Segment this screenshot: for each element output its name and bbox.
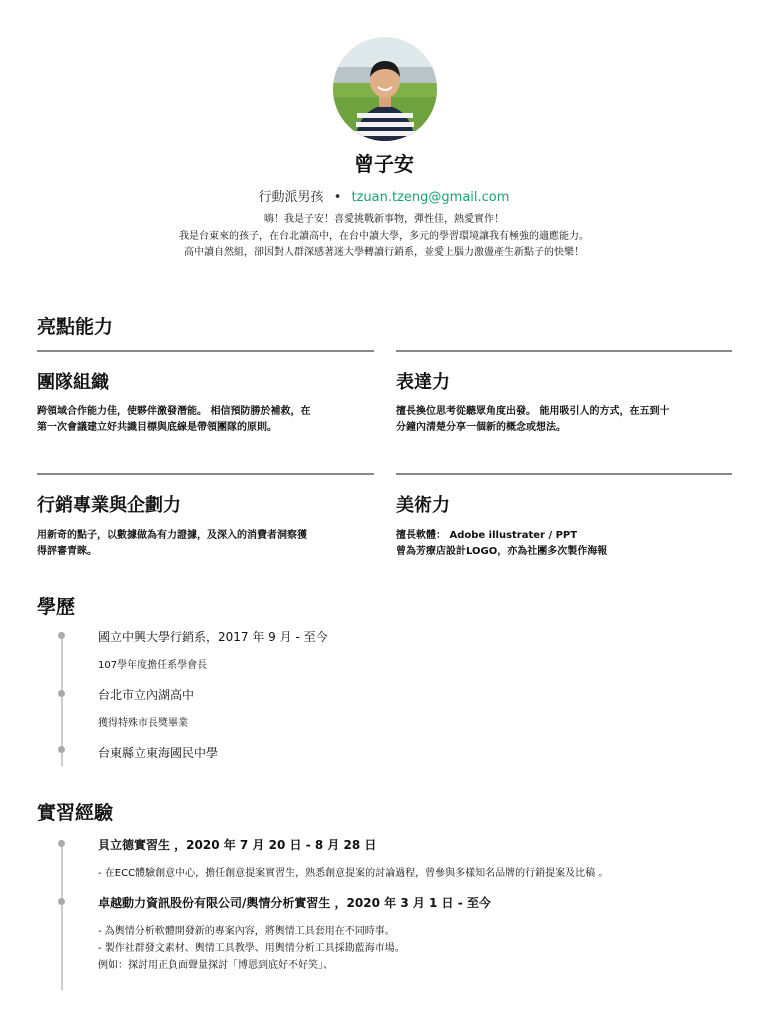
internship-detail: - 在ECC體驗創意中心，擔任創意提案實習生，熟悉創意提案的討論過程，曾參與多樣知名品牌的行銷提案及比稿 。 [98,868,609,879]
timeline-dot [58,840,65,847]
timeline-dot [58,898,65,905]
profile-role: 行動派男孩 [258,190,324,205]
internship-title: 貝立德實習生 ，2020 年 7 月 20 日 - 8 月 28 日 [98,838,377,852]
intro-line: 嗨！我是子安！喜愛挑戰新事物，彈性佳，熱愛實作！ [264,214,504,225]
skill-description [37,404,310,436]
profile-tagline [0,186,768,205]
divider [396,473,732,475]
internship-detail: - 為輿情分析軟體開發新的專案內容，將輿情工具套用在不同時事。 [98,926,395,937]
profile-photo-image [333,37,437,141]
timeline-dot [58,632,65,639]
skill-description-line: 曾為芳療店設計LOGO，亦為社團多次製作海報 [396,546,608,557]
internship-timeline [61,840,63,990]
skill-description-line: 用新奇的點子，以數據做為有力證據，及深入的消費者洞察獲 [37,530,307,541]
profile-intro [0,212,768,262]
divider [37,350,374,352]
profile-photo [333,37,437,141]
skill-title: 行銷專業與企劃力 [37,495,181,516]
skill-title: 表達力 [396,372,450,393]
skill-title: 美術力 [396,495,450,516]
divider [37,473,374,475]
skill-description-line: 擅長換位思考從聽眾角度出發。 能用吸引人的方式，在五到十 [396,406,670,417]
education-school: 國立中興大學行銷系，2017 年 9 月 - 至今 [98,630,328,644]
divider [396,350,732,352]
internship-detail: - 製作社群發文素材、輿情工具教學、用輿情分析工具採勘藍海市場。 [98,943,405,954]
timeline-dot [58,690,65,697]
education-note: 107學年度擔任系學會長 [98,660,208,671]
skill-description-line: 分鐘內清楚分享一個新的概念或想法。 [396,422,566,433]
internship-heading: 實習經驗 [37,802,114,824]
skill-description-line: 得評審青睞。 [37,546,97,557]
email-link[interactable]: tzuan.tzeng@gmail.com [351,190,510,205]
skill-description-line: 第一次會議建立好共識目標與底線是帶領團隊的原則。 [37,422,277,433]
internship-detail: 例如：探討用正負面聲量探討「博恩到底好不好笑」、 [98,960,333,971]
profile-name: 曾子安 [354,152,414,176]
education-heading: 學歷 [37,596,76,618]
skill-title: 團隊組織 [37,372,109,393]
separator-dot: • [333,190,342,205]
intro-line: 我是台東來的孩子，在台北讀高中，在台中讀大學，多元的學習環境讓我有極強的適應能力。 [179,230,589,242]
intro-line: 高中讀自然組，卻因對人群深感著迷大學轉讀行銷系，並愛上腦力激盪產生新點子的快樂！ [184,247,584,258]
highlights-heading: 亮點能力 [37,316,114,338]
skill-description-line: 擅長軟體： Adobe illustrater / PPT [396,530,578,541]
skill-description [396,404,669,436]
education-school: 台東縣立東海國民中學 [98,746,219,760]
education-school: 台北市立內湖高中 [98,688,195,702]
internship-title: 卓越動力資訊股份有限公司/輿情分析實習生 ，2020 年 3 月 1 日 - 至今 [98,896,491,910]
skill-description [396,528,607,560]
skill-description [37,528,307,560]
timeline-dot [58,746,65,753]
skill-description-line: 跨領域合作能力佳，使夥伴激發潛能。 相信預防勝於補救，在 [37,406,311,417]
education-note: 獲得特殊市長獎畢業 [98,718,188,729]
